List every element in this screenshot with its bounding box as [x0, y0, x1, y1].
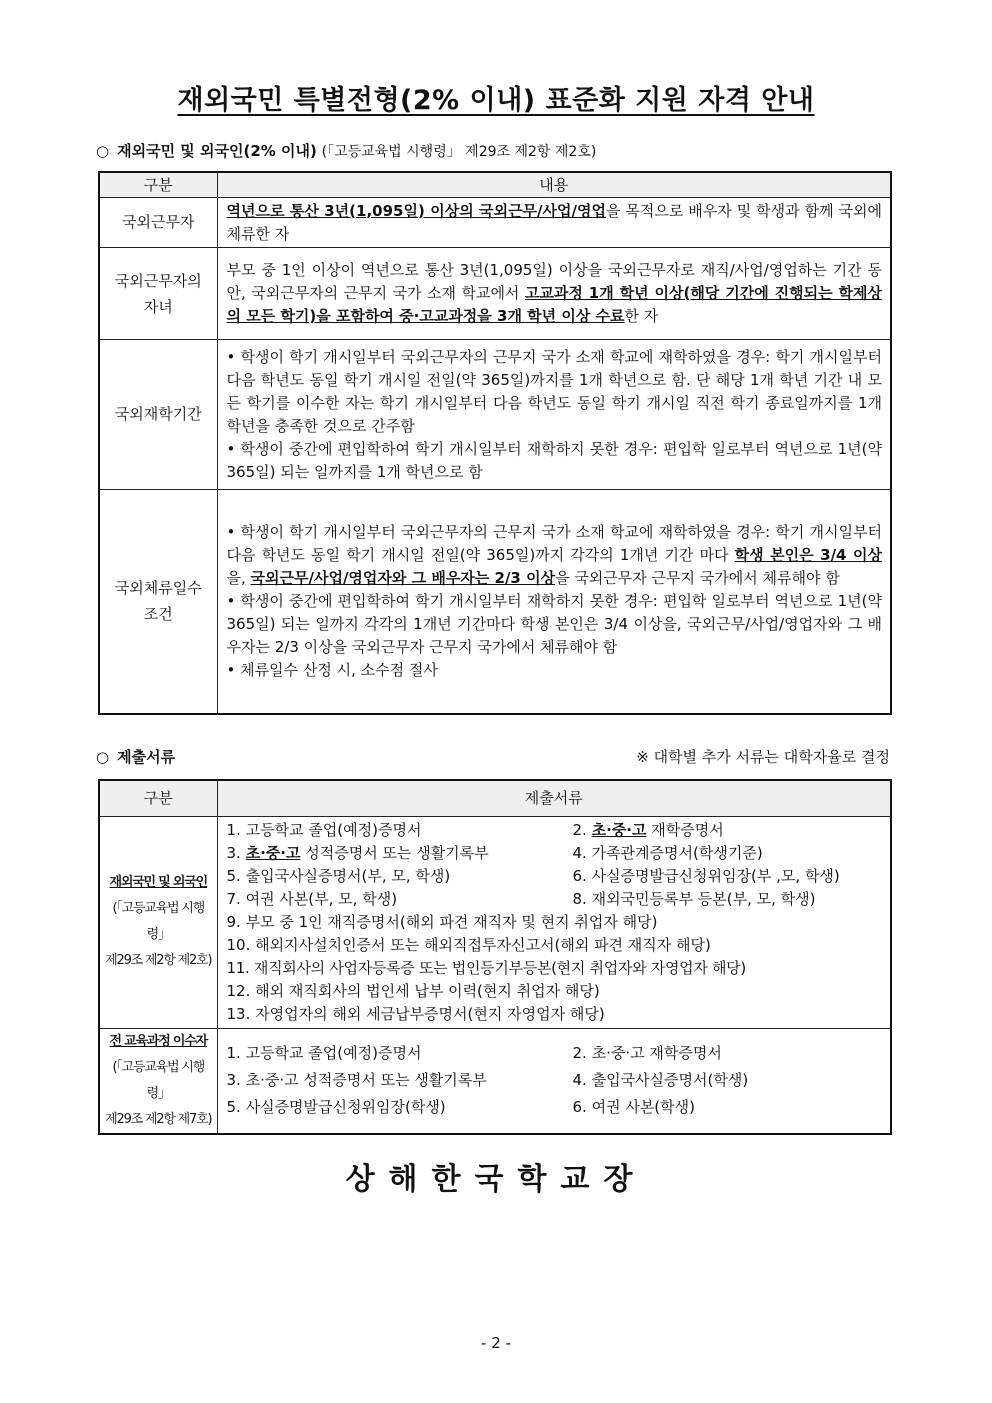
- header-documents: 제출서류: [217, 780, 891, 816]
- document-item: 2. 초·중·고 재학증명서: [572, 820, 724, 839]
- group-label-title: 전 교육과정 이수자: [109, 1033, 208, 1049]
- section1-title: 재외국민 및 외국인(2% 이내): [117, 142, 317, 160]
- document-list: [217, 816, 891, 1028]
- row-label: 국외근무자: [99, 198, 217, 248]
- content-text: 한 자: [624, 307, 659, 325]
- label-line: 국외근무자의: [114, 271, 202, 290]
- document-title-wrap: [0, 78, 992, 117]
- underlined-text: 초·중·고: [591, 820, 647, 839]
- table-row: [99, 816, 891, 1028]
- document-item: 1. 고등학교 졸업(예정)증명서: [226, 820, 422, 839]
- group-label-title: 재외국민 및 외국인: [109, 875, 208, 890]
- content-paragraph: • 학생이 학기 개시일부터 국외근무자의 근무지 국가 소재 학교에 재학하였을 경우: 학기 개시일부터 다음 학년도 동일 학기 개시일 전일(약 365일)까지를 1개 학년으로 함. 단 해당 1개 학년 기간 내 모든 학기를 이수한 자는 학기 개시일부터 다음 학년도 동일 학기 개시일 직전 학기 종료일까지를 1개 학년을 충족한 것으로 간주함: [226, 347, 882, 435]
- section2-heading: [96, 746, 175, 767]
- row-content: [217, 248, 891, 340]
- list-item: [227, 819, 883, 842]
- underlined-text: 역년으로 통산 3년(1,095일) 이상의 국외근무/사업/영업: [226, 201, 606, 220]
- document-item: 6. 여권 사본(학생): [572, 1098, 695, 1116]
- page-number: - 2 -: [481, 1334, 511, 1352]
- list-item: [227, 1067, 883, 1094]
- row-content: [217, 340, 891, 490]
- row-content: [217, 490, 891, 714]
- document-item: 3. 초·중·고 성적증명서 또는 생활기록부: [226, 1071, 487, 1089]
- row-label: [99, 490, 217, 714]
- content-text: • 학생이 학기 개시일부터 국외근무자의 근무지 국가 소재 학교에 재학하였을 경우: 학기 개시일부터 다음 학년도 동일 학기 개시일 전일(약 365일)까지 각각의 1개년 기간 마다: [226, 522, 882, 564]
- table-header-row: [99, 780, 891, 816]
- header-content: 내용: [217, 172, 891, 198]
- header-category: 구분: [99, 780, 217, 816]
- group-label-ref: 제29조 제2항 제7호): [105, 1111, 212, 1127]
- documents-table: [98, 779, 892, 1135]
- group-label: [99, 1028, 217, 1134]
- underlined-text: 고교과정 1개 학년 이상(해당 기간에 진행되는 학제상의 모든 학기)을 포함하여 중·고교과정을 3개 학년 이상 수료: [226, 284, 882, 325]
- section1-heading: [96, 140, 596, 161]
- table-header-row: [99, 172, 891, 198]
- document-item: 4. 출입국사실증명서(학생): [572, 1071, 749, 1089]
- label-line: 조건: [143, 605, 173, 624]
- row-content: [217, 198, 891, 248]
- table-row: [99, 340, 891, 490]
- list-item: [227, 865, 883, 888]
- document-title: 재외국민 특별전형(2% 이내) 표준화 지원 자격 안내: [177, 85, 815, 116]
- table-row: [99, 248, 891, 340]
- list-item: 10. 해외지사설치인증서 또는 해외직접투자신고서(해외 파견 재직자 해당): [226, 935, 711, 954]
- section1-ref: (「고등교육법 시행령」 제29조 제2항 제2호): [321, 144, 597, 160]
- list-item: 12. 해외 재직회사의 법인세 납부 이력(현지 취업자 해당): [226, 981, 600, 1000]
- underlined-text: 국외근무/사업/영업자와 그 배우자는 2/3 이상: [250, 568, 556, 587]
- group-label-ref: (「고등교육법 시행령」: [112, 901, 205, 942]
- content-paragraph: • 학생이 중간에 편입학하여 학기 개시일부터 재학하지 못한 경우: 편입학 일로부터 역년으로 1년(약 365일) 되는 일까지를 1개 학년으로 함: [226, 439, 882, 481]
- list-item: [227, 1094, 883, 1121]
- content-paragraph: • 체류일수 산정 시, 소수점 절사: [226, 660, 438, 679]
- table-row: [99, 490, 891, 714]
- group-label: [99, 816, 217, 1028]
- label-line: 국외체류일수: [114, 579, 202, 598]
- document-list: [217, 1028, 891, 1134]
- section2-note: ※ 대학별 추가 서류는 대학자율로 결정: [636, 748, 890, 766]
- row-label: [99, 248, 217, 340]
- document-item: 5. 출입국사실증명서(부, 모, 학생): [226, 866, 451, 885]
- group-label-ref: 제29조 제2항 제2호): [105, 953, 212, 968]
- list-item: [227, 842, 883, 865]
- list-item: [227, 888, 883, 911]
- row-label: 국외재학기간: [99, 340, 217, 490]
- content-text: 을 목적으로 배우자 및 학생과 함께 국외에 체류한 자: [226, 201, 882, 243]
- list-item: 11. 재직회사의 사업자등록증 또는 법인등기부등본(현지 취업자와 자영업자 해당): [226, 958, 746, 977]
- content-paragraph: • 학생이 중간에 편입학하여 학기 개시일부터 재학하지 못한 경우: 편입학 일로부터 역년으로 1년(약365일) 되는 일까지 각각의 1개년 기간마다 학생 본인은 3/4 이상을, 국외근무/사업/영업자와 그 배우자는 2/3 이상을 국외근무자 근무지 국가에서 체류해야 함: [226, 591, 882, 656]
- circle-bullet-icon: ○: [96, 142, 110, 160]
- header-category: 구분: [99, 172, 217, 198]
- document-item: 1. 고등학교 졸업(예정)증명서: [226, 1044, 422, 1062]
- document-item: 5. 사실증명발급신청위임장(학생): [226, 1098, 446, 1116]
- underlined-text: 학생 본인은 3/4 이상: [734, 545, 883, 564]
- document-item: 8. 재외국민등록부 등본(부, 모, 학생): [572, 889, 816, 908]
- content-paragraph: [227, 521, 883, 590]
- circle-bullet-icon: ○: [96, 748, 110, 766]
- content-text: 부모 중 1인 이상이 역년으로 통산 3년(1,095일) 이상을 국외근무자로 재직/사업/영업하는 기간 동안, 국외근무자의 근무지 국가 소재 학교에서: [226, 261, 882, 302]
- table-row: [99, 1028, 891, 1134]
- list-item: 9. 부모 중 1인 재직증명서(해외 파견 재직자 및 현지 취업자 해당): [226, 912, 658, 931]
- eligibility-table: [98, 171, 892, 715]
- document-item: 7. 여권 사본(부, 모, 학생): [226, 889, 398, 908]
- content-text: 을 국외근무자 근무지 국가에서 체류해야 함: [555, 568, 840, 587]
- document-item: 3. 초·중·고 성적증명서 또는 생활기록부: [226, 843, 489, 862]
- section2-title: 제출서류: [117, 748, 176, 766]
- document-item: 6. 사실증명발급신청위임장(부 ,모, 학생): [572, 866, 840, 885]
- document-item: 4. 가족관계증명서(학생기준): [572, 843, 763, 862]
- label-line: 자녀: [143, 297, 173, 316]
- school-name: 상해한국학교장: [345, 1162, 647, 1197]
- table-row: [99, 198, 891, 248]
- content-text: 을,: [226, 568, 251, 587]
- document-item: 2. 초·중·고 재학증명서: [572, 1044, 722, 1062]
- list-item: 13. 자영업자의 해외 세금납부증명서(현지 자영업자 해당): [226, 1004, 605, 1023]
- list-item: [227, 1040, 883, 1067]
- underlined-text: 초·중·고: [245, 843, 301, 862]
- group-label-ref: (「고등교육법 시행령」: [112, 1059, 205, 1101]
